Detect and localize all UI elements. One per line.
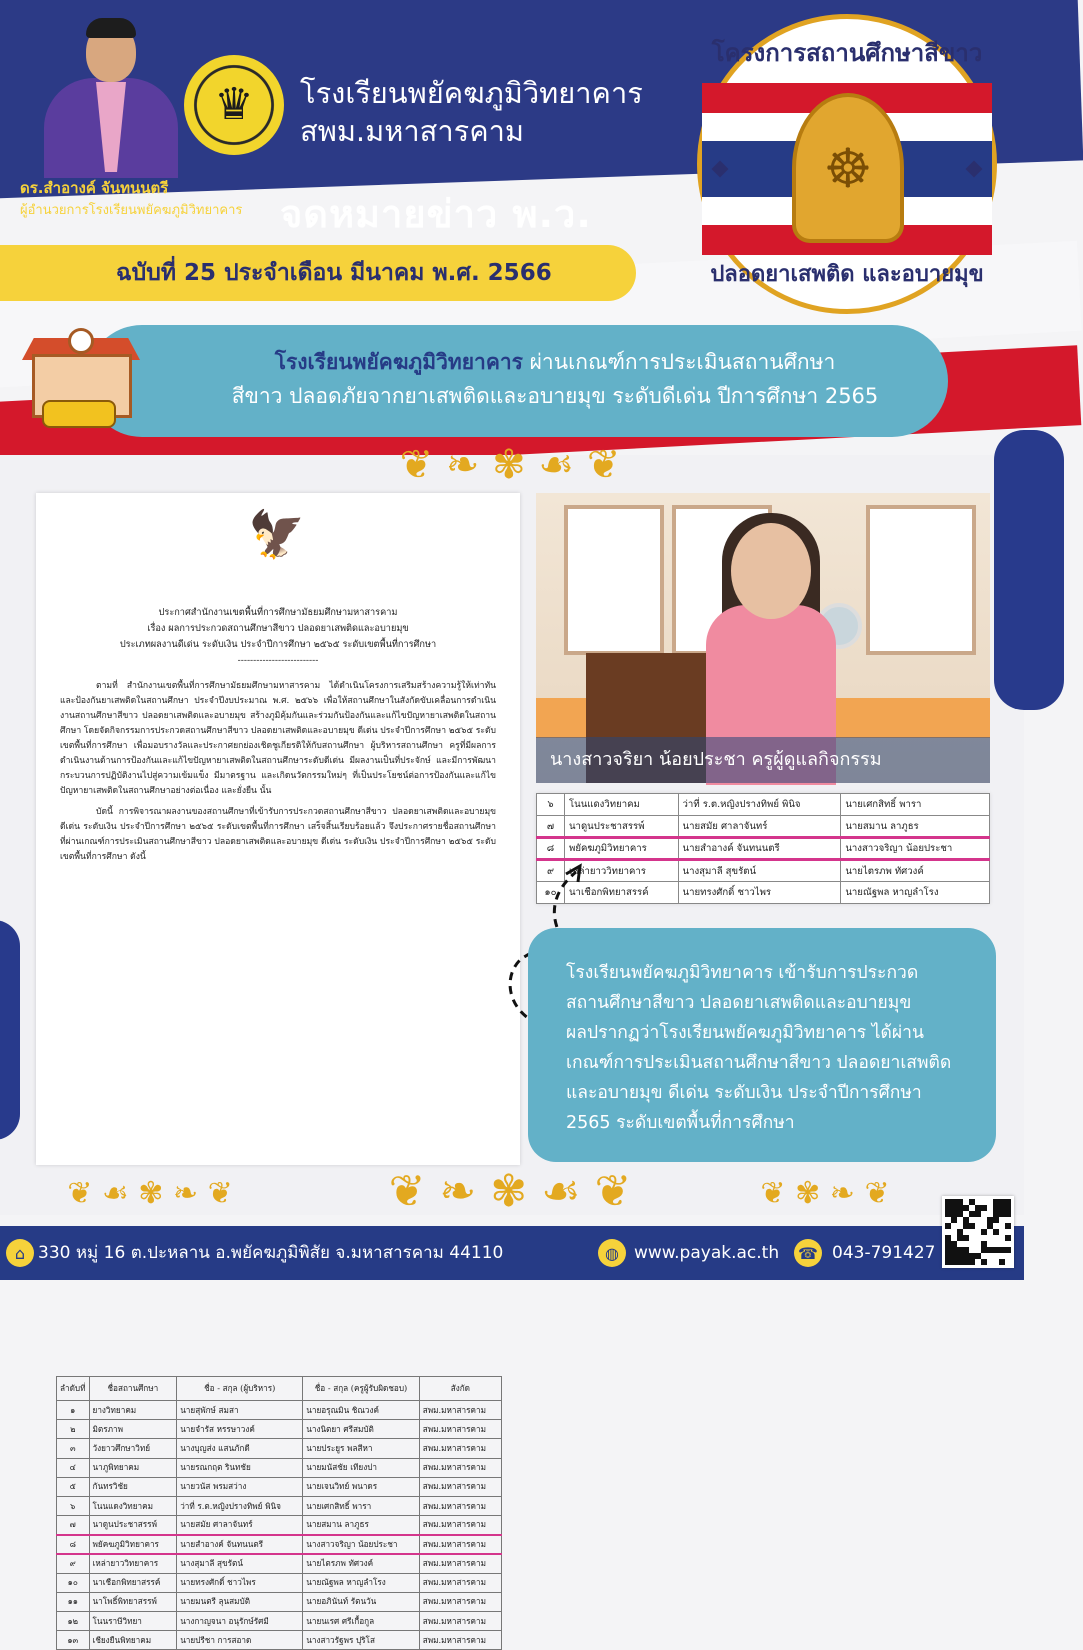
- table-cell: นายจำรัส หรรษาวงค์: [177, 1420, 303, 1439]
- table-cell: นางสุมาลี สุขรัตน์: [177, 1554, 303, 1573]
- table-row: [537, 794, 990, 816]
- background-right-accent: [994, 430, 1064, 710]
- table-cell: นายประยูร พลสีหา: [303, 1439, 419, 1458]
- info-box: [528, 928, 996, 1162]
- table-cell: ๖: [57, 1496, 90, 1515]
- table-cell: ๗: [537, 816, 565, 838]
- table-header: สังกัด: [419, 1377, 501, 1401]
- table-header: ชื่อ - สกุล (ผู้บริหาร): [177, 1377, 303, 1401]
- table-cell: โนนราษีวิทยา: [89, 1612, 177, 1631]
- table-cell: ๑: [57, 1401, 90, 1420]
- table-row: [57, 1401, 502, 1420]
- table-row: [57, 1496, 502, 1515]
- document-header-line: ประเภทผลงานดีเด่น ระดับเงิน ประจำปีการศึกษา ๒๕๖๕ ระดับเขตพื้นที่การศึกษา: [119, 639, 437, 650]
- table-cell: สพม.มหาสารคาม: [419, 1458, 501, 1477]
- table-cell: นายอรุณมิน ชิณวงค์: [303, 1401, 419, 1420]
- table-cell: นาเชือกพิทยาสรรค์: [89, 1573, 177, 1592]
- emblem-bottom-text: ปลอดยาเสพติด และอบายมุข: [710, 262, 984, 287]
- table-header-row: [57, 1377, 502, 1401]
- table-cell: สพม.มหาสารคาม: [419, 1401, 501, 1420]
- footer-website[interactable]: www.payak.ac.th: [634, 1243, 780, 1263]
- table-cell: นายสำอางค์ จันทนนตรี: [177, 1535, 303, 1554]
- table-cell: นายไตรภพ ทัศวงค์: [841, 860, 990, 882]
- table-row: [57, 1477, 502, 1496]
- crown-icon: ♛: [214, 79, 254, 130]
- table-cell: นาดูนประชาสรรพ์: [89, 1516, 177, 1535]
- globe-icon: ◍: [598, 1239, 626, 1267]
- table-cell: เหล่ายาววิทยาคาร: [565, 860, 679, 882]
- table-cell: นายเจนวิทย์ พนาดร: [303, 1477, 419, 1496]
- director-name: ดร.สำอางค์ จันทนนตรี: [20, 179, 169, 197]
- table-cell: นางสาวจริญา น้อยประชา: [303, 1535, 419, 1554]
- table-cell: เชียงยืนพิทยาคม: [89, 1631, 177, 1650]
- issue-text: ฉบับที่ 25 ประจำเดือน มีนาคม พ.ศ. 2566: [116, 260, 552, 286]
- document-paragraph-2: บัดนี้ การพิจารณาผลงานของสถานศึกษาที่เข้ารับการประกวดสถานศึกษาสีขาว ปลอดยาเสพติดและอบายมุข ดีเด่น ระดับเงิน ประจำปีการศึกษา ๒๕๖๕ ระดับเขตพื้นที่การศึกษา เสร็จสิ้นเรียบร้อยแล้ว จึงประกาศรายชื่อสถานศึกษาที่ผ่านเกณฑ์การประเมินสถานศึกษาสีขาว ปลอดยาเสพติดและอบายมุข ดีเด่น ระดับเงิน ประจำปีการศึกษา ๒๕๖๕ ระดับเขตพื้นที่การศึกษา ดังนี้: [60, 807, 496, 862]
- table-cell: สพม.มหาสารคาม: [419, 1535, 501, 1554]
- table-cell: สพม.มหาสารคาม: [419, 1612, 501, 1631]
- table-cell: ๑๐: [537, 882, 565, 904]
- table-cell: ว่าที่ ร.ต.หญิงปรางทิพย์ พินิจ: [678, 794, 841, 816]
- ornament-divider-left: ❦ ☙ ✾ ❧ ❦: [67, 1176, 233, 1211]
- table-header: ลำดับที่: [57, 1377, 90, 1401]
- table-cell: ๙: [57, 1554, 90, 1573]
- table-header: ชื่อ - สกุล (ครูผู้รับผิดชอบ): [303, 1377, 419, 1401]
- table-cell: วังยาวศึกษาวิทย์: [89, 1439, 177, 1458]
- director-position: ผู้อำนวยการโรงเรียนพยัคฆภูมิวิทยาคาร: [20, 203, 243, 218]
- table-cell: นายทรงศักดิ์ ชาวไพร: [177, 1573, 303, 1592]
- table-cell: สพม.มหาสารคาม: [419, 1631, 501, 1650]
- table-cell: ๒: [57, 1420, 90, 1439]
- home-icon: ⌂: [6, 1239, 34, 1267]
- table-row: [57, 1420, 502, 1439]
- table-cell: ๑๒: [57, 1612, 90, 1631]
- table-cell: ว่าที่ ร.ต.หญิงปรางทิพย์ พินิจ: [177, 1496, 303, 1515]
- table-cell: นางนิตยา ศรีสมบัติ: [303, 1420, 419, 1439]
- table-cell: นาภูพิทยาคม: [89, 1458, 177, 1477]
- table-row: [537, 882, 990, 904]
- table-cell: นายเศกสิทธิ์ พารา: [303, 1496, 419, 1515]
- table-cell: นายมนตรี ลุนสมบัติ: [177, 1592, 303, 1611]
- table-cell: นายมนัสชัย เทียงปา: [303, 1458, 419, 1477]
- table-cell: นายรณกฤต รินทชัย: [177, 1458, 303, 1477]
- info-line: สถานศึกษาสีขาว ปลอดยาเสพติดและอบายมุข: [566, 993, 912, 1013]
- table-cell: นายสมาน ลาภูธร: [303, 1516, 419, 1535]
- ornament-divider-right: ❦ ✾ ❧ ❦: [760, 1176, 890, 1211]
- table-cell: ๓: [57, 1439, 90, 1458]
- table-cell: นายณัฐพล หาญลำโรง: [303, 1573, 419, 1592]
- school-logo: [184, 55, 284, 155]
- table-cell: นายปรีชา การสอาด: [177, 1631, 303, 1650]
- table-row: [57, 1631, 502, 1650]
- table-cell: นายนเรศ ศรีเกื้อกูล: [303, 1612, 419, 1631]
- info-line: 2565 ระดับเขตพื้นที่การศึกษา: [566, 1113, 795, 1133]
- issue-banner: [0, 245, 636, 301]
- table-cell: นางสุมาลี สุขรัตน์: [678, 860, 841, 882]
- table-cell: นางกาญจนา อนุรักษ์รัศมี: [177, 1612, 303, 1631]
- table-cell: นายทรงศักดิ์ ชาวไพร: [678, 882, 841, 904]
- table-cell: ๑๐: [57, 1573, 90, 1592]
- table-cell: ๑๓: [57, 1631, 90, 1650]
- headline-line1: [182, 345, 928, 379]
- table-row: [57, 1612, 502, 1631]
- table-cell: พยัคฆภูมิวิทยาคาร: [565, 838, 679, 860]
- table-cell: สพม.มหาสารคาม: [419, 1554, 501, 1573]
- footer: [0, 1226, 1024, 1280]
- document-header: [36, 605, 520, 669]
- photo-caption: นางสาวจริยา น้อยประชา ครูผู้ดูแลกิจกรรม: [536, 737, 990, 783]
- ornament-divider-center: ❦ ❧ ✾ ☙ ❦: [388, 1166, 632, 1217]
- background-left-accent: [0, 920, 20, 1140]
- results-table-excerpt: [536, 793, 990, 904]
- table-row: [57, 1535, 502, 1554]
- table-cell: นางสาวรัฐพร ปุริโส: [303, 1631, 419, 1650]
- table-cell: โนนแดงวิทยาคม: [89, 1496, 177, 1515]
- table-cell: นางบุญส่ง แสนภักดี: [177, 1439, 303, 1458]
- table-cell: ๙: [537, 860, 565, 882]
- document-header-line: --------------------------: [237, 655, 319, 666]
- table-cell: นาเชือกพิทยาสรรค์: [565, 882, 679, 904]
- table-cell: นายสมาน ลาภูธร: [841, 816, 990, 838]
- results-table: [56, 1376, 502, 1650]
- table-cell: สพม.มหาสารคาม: [419, 1592, 501, 1611]
- table-cell: นาดูนประชาสรรพ์: [565, 816, 679, 838]
- table-cell: สพม.มหาสารคาม: [419, 1496, 501, 1515]
- headline-school: โรงเรียนพยัคฆภูมิวิทยาคาร: [274, 350, 523, 374]
- table-cell: นางสาวจริญา น้อยประชา: [841, 838, 990, 860]
- table-row: [537, 838, 990, 860]
- table-cell: ๖: [537, 794, 565, 816]
- table-cell: สพม.มหาสารคาม: [419, 1420, 501, 1439]
- table-row: [57, 1439, 502, 1458]
- document-header-line: ประกาศสำนักงานเขตพื้นที่การศึกษามัธยมศึกษามหาสารคาม: [158, 607, 398, 618]
- director-portrait: [34, 12, 184, 172]
- footer-address: 330 หมู่ 16 ต.ปะหลาน อ.พยัคฆภูมิพิสัย จ.มหาสารคาม 44110: [38, 1243, 504, 1263]
- table-cell: โนนแดงวิทยาคม: [565, 794, 679, 816]
- table-cell: ๕: [57, 1477, 90, 1496]
- table-row: [537, 816, 990, 838]
- table-cell: นาโพธิ์พิทยาสรรพ์: [89, 1592, 177, 1611]
- table-cell: นายไตรภพ ทัศวงค์: [303, 1554, 419, 1573]
- headline-line2: สีขาว ปลอดภัยจากยาเสพติดและอบายมุข ระดับดีเด่น ปีการศึกษา 2565: [231, 384, 879, 408]
- table-row: [537, 860, 990, 882]
- table-cell: พยัคฆภูมิวิทยาคาร: [89, 1535, 177, 1554]
- footer-phone[interactable]: 043-791427: [832, 1243, 936, 1263]
- garuda-emblem-icon: 🦅: [248, 506, 306, 561]
- info-line: และอบายมุข ดีเด่น ระดับเงิน ประจำปีการศึกษา: [566, 1083, 922, 1103]
- table-cell: นายณัฐพล หาญลำโรง: [841, 882, 990, 904]
- table-cell: ๘: [537, 838, 565, 860]
- info-line: โรงเรียนพยัคฆภูมิวิทยาคาร เข้ารับการประกวด: [566, 963, 919, 983]
- table-row: [57, 1573, 502, 1592]
- table-cell: สพม.มหาสารคาม: [419, 1573, 501, 1592]
- table-cell: นายสำอางค์ จันทนนตรี: [678, 838, 841, 860]
- document-header-line: เรื่อง ผลการประกวดสถานศึกษาสีขาว ปลอดยาเสพติดและอบายมุข: [147, 623, 409, 634]
- info-line: เกณฑ์การประเมินสถานศึกษาสีขาว ปลอดยาเสพติด: [566, 1053, 952, 1073]
- table-cell: นายสุพักษ์ สมสา: [177, 1401, 303, 1420]
- table-cell: นายสมัย ศาลาจันทร์: [678, 816, 841, 838]
- table-header: ชื่อสถานศึกษา: [89, 1377, 177, 1401]
- table-cell: เหล่ายาววิทยาคาร: [89, 1554, 177, 1573]
- table-cell: ๘: [57, 1535, 90, 1554]
- table-row: [57, 1516, 502, 1535]
- table-cell: สพม.มหาสารคาม: [419, 1439, 501, 1458]
- education-seal-icon: ☸: [792, 93, 904, 243]
- qr-code[interactable]: [942, 1196, 1014, 1268]
- table-cell: ๔: [57, 1458, 90, 1477]
- table-cell: ๗: [57, 1516, 90, 1535]
- school-building-icon: [22, 328, 140, 434]
- excerpt-table: [536, 793, 990, 904]
- table-cell: สพม.มหาสารคาม: [419, 1516, 501, 1535]
- table-cell: นายอภินันท์ รัตนวัน: [303, 1592, 419, 1611]
- info-line: ผลปรากฏว่าโรงเรียนพยัคฆภูมิวิทยาคาร ได้ผ่าน: [566, 1023, 924, 1043]
- table-cell: มิตรภาพ: [89, 1420, 177, 1439]
- table-cell: ยางวิทยาคม: [89, 1401, 177, 1420]
- table-row: [57, 1592, 502, 1611]
- school-name-line2: สพม.มหาสารคาม: [300, 114, 525, 148]
- table-cell: นายเศกสิทธิ์ พารา: [841, 794, 990, 816]
- ornament-divider-top: ❦ ❧ ✾ ☙ ❦: [399, 442, 621, 488]
- headline-line1-rest: ผ่านเกณฑ์การประเมินสถานศึกษา: [522, 350, 836, 374]
- school-name: [300, 74, 643, 150]
- document-paragraph-1: ตามที่ สำนักงานเขตพื้นที่การศึกษามัธยมศึกษามหาสารคาม ได้ดำเนินโครงการเสริมสร้างความรู้ให้เท่าทันและป้องกันยาเสพติดในสถานศึกษา ประจำปีงบประมาณ พ.ศ. ๒๕๖๖ เพื่อให้สถานศึกษาในสังกัดขับเคลื่อนการดำเนินงานสถานศึกษาสีขาว ปลอดยาเสพติดและอบายมุข สร้างภูมิคุ้มกันและร่วมกันป้องกันและแก้ไขปัญหายาเสพติดในสถานศึกษา โดยจัดกิจกรรมการประกวดสถานศึกษาสีขาว ปลอดยาเสพติดและอบายมุข ดีเด่น ประจำปีการศึกษา ๒๕๖๕ ระดับเขตพื้นที่การศึกษา เพื่อมอบรางวัลและประกาศยกย่องเชิดชูเกียรติให้กับสถานศึกษา ผู้บริหารสถานศึกษา ครูที่มีผลการดำเนินงานด้านการป้องกันและแก้ไขปัญหายาเสพติดในสถานศึกษาระดับดีเด่น มีผลงานเป็นที่ประจักษ์ และมีการพัฒนากระบวนการปฏิบัติงานไปสู่ความเข้มแข็ง มีมาตรฐาน และเกิดนวัตกรรมใหม่ๆ ที่เป็นประโยชน์ต่อการป้องกันและแก้ไขปัญหายาเสพติดในสถานศึกษาอย่างต่อเนื่อง และยั่งยืน นั้น: [60, 681, 496, 796]
- phone-icon: ☎: [794, 1239, 822, 1267]
- table-cell: นายสมัย ศาลาจันทร์: [177, 1516, 303, 1535]
- table-cell: ๑๑: [57, 1592, 90, 1611]
- headline-box: [86, 325, 948, 437]
- table-cell: สพม.มหาสารคาม: [419, 1477, 501, 1496]
- table-cell: กันทรวิชัย: [89, 1477, 177, 1496]
- newsletter-title: จดหมายข่าว พ.ว.: [280, 192, 592, 236]
- emblem-top-text: โครงการสถานศึกษาสีขาว: [711, 39, 983, 67]
- white-school-emblem: [697, 14, 997, 314]
- school-name-line1: โรงเรียนพยัคฆภูมิวิทยาคาร: [300, 76, 643, 110]
- table-cell: นายวนัส พรมสว่าง: [177, 1477, 303, 1496]
- table-row: [57, 1458, 502, 1477]
- teacher-photo: [536, 493, 990, 783]
- table-row: [57, 1554, 502, 1573]
